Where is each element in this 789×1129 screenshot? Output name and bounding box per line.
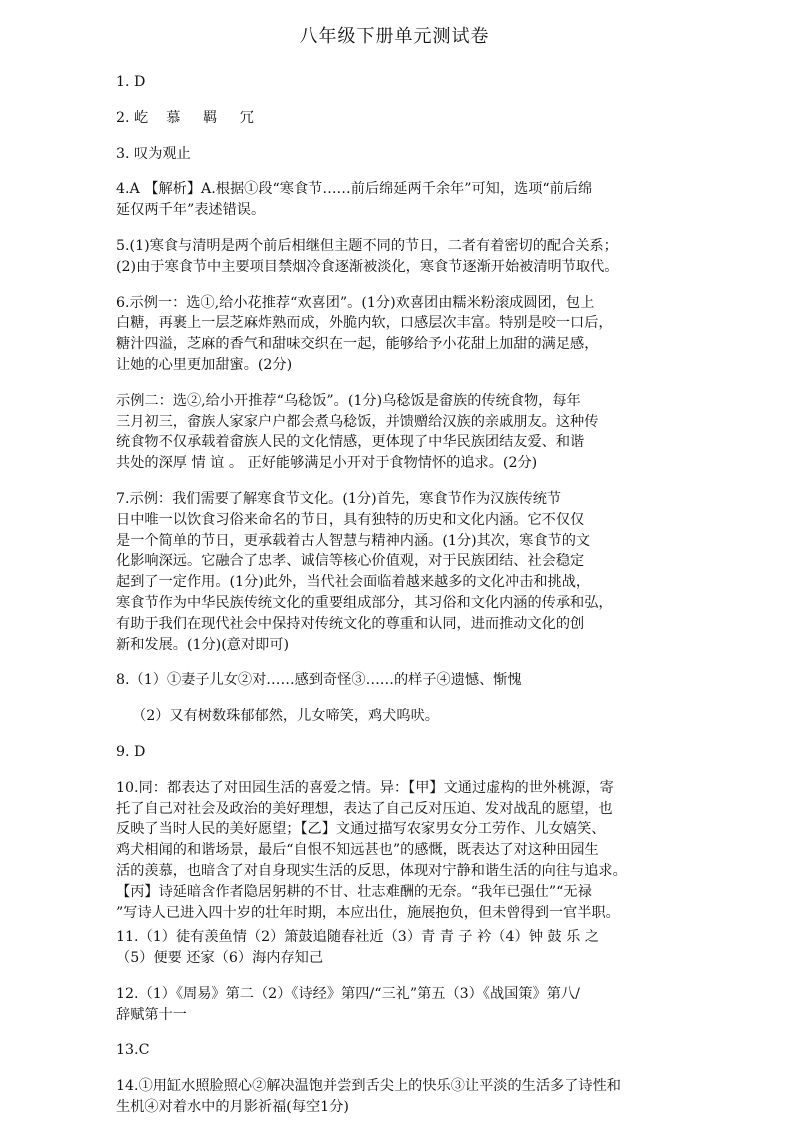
answer-line: 8.（1）①妻子儿女②对……感到奇怪③……的样子④遗憾、惭愧 <box>116 672 522 689</box>
answer-q1 <box>116 72 706 93</box>
answer-line: 6.示例一：选①,给小花推荐“欢喜团”。(1分)欢喜团由糯米粉滚成圆团，包上 <box>116 294 595 311</box>
answer-line: 11.（1）徒有羡鱼情（2）箫鼓追随春社近（3）青 青 子 衿（4）钟 鼓 乐 之 <box>116 929 599 946</box>
answer-q5 <box>116 236 706 278</box>
answer-q9 <box>116 742 706 763</box>
answer-line: 新和发展。(1分)(意对即可) <box>116 636 290 653</box>
answer-line: 起到了一定作用。(1分)此外，当代社会面临着越来越多的文化冲击和挑战， <box>116 574 591 591</box>
answer-q13 <box>116 1040 706 1061</box>
answer-line: 9. D <box>116 743 146 760</box>
answer-q10 <box>116 778 706 924</box>
answer-line: 共处的深厚 情 谊 。 正好能够满足小开对于食物情怀的追求。(2分) <box>116 455 538 472</box>
answer-line: 3. 叹为观止 <box>116 145 191 162</box>
answer-line: 5.(1)寒食与清明是两个前后相继但主题不同的节日，二者有着密切的配合关系； <box>116 237 618 254</box>
answer-line: 14.①用缸水照脸照心②解决温饱并尝到舌尖上的快乐③让平淡的生活多了诗性和 <box>116 1078 621 1095</box>
answer-line: 辞赋第十一 <box>116 1006 187 1023</box>
answer-line: 日中唯一以饮食习俗来命名的节日，具有独特的历史和文化内涵。它不仅仅 <box>116 511 585 528</box>
answer-list <box>116 72 706 1129</box>
answer-q8-part-1 <box>116 670 706 691</box>
answer-line: 【丙】诗延暗含作者隐居躬耕的不甘、壮志难酬的无奈。“我年已强仕”“无禄 <box>116 883 592 900</box>
answer-q6-example-2 <box>116 391 706 474</box>
answer-q11 <box>116 927 706 969</box>
answer-line: (2)由于寒食节中主要项目禁烟冷食逐渐被淡化，寒食节逐渐开始被清明节取代。 <box>116 258 619 275</box>
answer-line: 糖汁四溢，芝麻的香气和甜味交织在一起，能够给予小花甜上加甜的满足感， <box>116 336 599 353</box>
answer-line: 活的羡慕，也暗含了对自身现实生活的反思，体现对宁静和谐生活的向往与追求。 <box>116 862 627 879</box>
answer-line: 延仅两千年”表述错误。 <box>116 202 266 219</box>
answer-line: 4.A 【解析】A.根据①段“寒食节……前后绵延两千余年”可知，选项“前后绵 <box>116 181 593 198</box>
answer-line: 让她的心里更加甜蜜。(2分) <box>116 356 293 373</box>
answer-line: 10.同：都表达了对田园生活的喜爱之情。异：【甲】文通过虚构的世外桃源，寄 <box>116 779 614 796</box>
answer-line: 白糖，再裹上一层芝麻炸熟而成，外脆内软，口感层次丰富。特别是咬一口后， <box>116 315 613 332</box>
answer-line: 寒食节作为中华民族传统文化的重要组成部分，其习俗和文化内涵的传承和弘， <box>116 594 613 611</box>
answer-line: 12.（1）《周易》第二（2）《诗经》第四/“三礼”第五（3）《战国策》第八/ <box>116 985 580 1002</box>
answer-line: 2. 屹 慕 羁 冗 <box>116 109 254 126</box>
answer-line: 有助于我们在现代社会中保持对传统文化的尊重和认同，进而推动文化的创 <box>116 615 585 632</box>
answer-q8-part-2 <box>116 706 706 727</box>
answer-q7 <box>116 489 706 655</box>
answer-line: 13.C <box>116 1042 150 1059</box>
answer-line: 统食物不仅承载着畲族人民的文化情感，更体现了中华民族团结友爱、和谐 <box>116 434 585 451</box>
answer-line: 示例二：选②,给小开推荐“乌稔饭”。(1分)乌稔饭是畲族的传统食物，每年 <box>116 392 581 409</box>
answer-q14 <box>116 1076 706 1118</box>
answer-line: ”写诗人已进入四十岁的壮年时期，本应出仕，施展抱负，但未曾得到一官半职。 <box>116 904 620 921</box>
answer-line: 1. D <box>116 74 146 90</box>
answer-line: 反映了当时人民的美好愿望；【乙】文通过描写农家男女分工劳作、儿女嬉笑、 <box>116 821 606 838</box>
answer-line: 鸡犬相闻的和谐场景，最后“自恨不知远甚也”的感慨，既表达了对这种田园生 <box>116 842 599 859</box>
answer-q4 <box>116 179 706 221</box>
answer-line: 生机④对着水中的月影祈福(每空1分) <box>116 1099 349 1116</box>
answer-q3 <box>116 144 706 165</box>
answer-line: 化影响深远。它融合了忠孝、诚信等核心价值观，对于民族团结、社会稳定 <box>116 553 585 570</box>
answer-q12 <box>116 984 706 1026</box>
answer-q6-example-1 <box>116 293 706 376</box>
answer-line: （5）便要 还家（6）海内存知己 <box>116 950 324 967</box>
answer-line: 三月初三，畲族人家家户户都会煮乌稔饭，并馈赠给汉族的亲戚朋友。这种传 <box>116 413 599 430</box>
answer-line: （2）又有树数珠郁郁然，儿女啼笑，鸡犬呜吠。 <box>132 708 439 725</box>
page-title: 八年级下册单元测试卷 <box>299 26 490 47</box>
answer-line: 托了自己对社会及政治的美好理想，表达了自己反对压迫、发对战乱的愿望，也 <box>116 800 613 817</box>
answer-line: 是一个简单的节日，更承载着古人智慧与精神内涵。(1分)其次，寒食节的文 <box>116 532 591 549</box>
answer-line: 7.示例：我们需要了解寒食节文化。(1分)首先，寒食节作为汉族传统节 <box>116 490 562 507</box>
answer-q2 <box>116 108 706 129</box>
